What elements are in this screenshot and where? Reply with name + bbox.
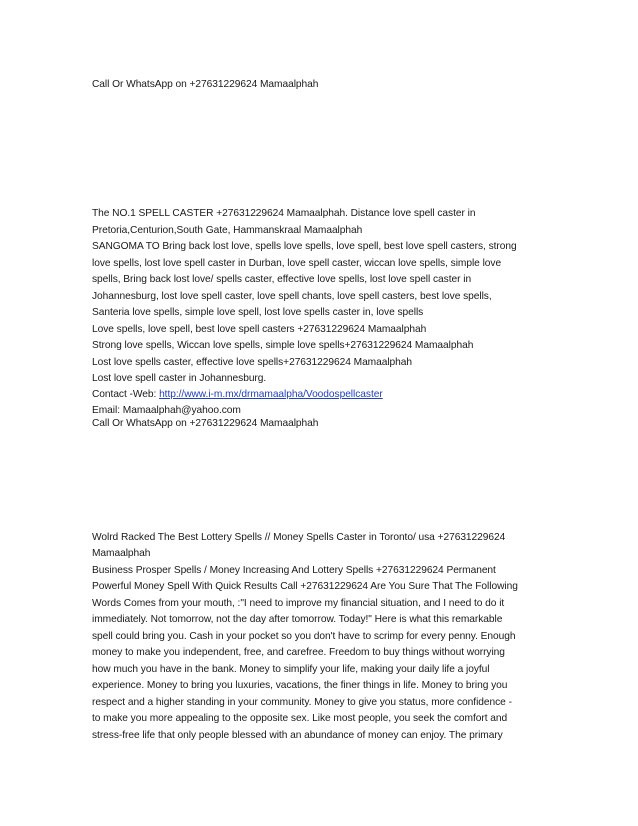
section1-line: SANGOMA TO Bring back lost love, spells love spells, love spell, best love spell casters, strong [92, 241, 517, 252]
section1-line: Johannesburg, lost love spell caster, love spell chants, love spell casters, best love spells, [92, 291, 492, 302]
section1-line: Lost love spell caster in Johannesburg. [92, 373, 267, 384]
header-call-line: Call Or WhatsApp on +27631229624 Mamaalphah [92, 79, 319, 90]
section2-line: immediately. Not tomorrow, not the day after tomorrow. Today!" Here is what this remarkable [92, 614, 503, 625]
section2-line: to make you more appealing to the opposite sex. Like most people, you seek the comfort and [92, 713, 508, 724]
section2-line: stress-free life that only people blessed with an abundance of money can enjoy. The primary [92, 730, 503, 741]
section1-line: Love spells, love spell, best love spell casters +27631229624 Mamaalphah [92, 324, 427, 335]
section2-line: Powerful Money Spell With Quick Results Call +27631229624 Are You Sure That The Following [92, 581, 518, 592]
section2-line: Words Comes from your mouth, :"I need to improve my financial situation, and I need to do it [92, 598, 505, 609]
section2-line: how much you have in the bank. Money to simplify your life, making your daily life a joyful [92, 664, 490, 675]
section1-line: Santeria love spells, simple love spell, lost love spells caster in, love spells [92, 307, 424, 318]
contact-web-label: Contact -Web: [92, 389, 160, 400]
section2-line: Wolrd Racked The Best Lottery Spells // Money Spells Caster in Toronto/ usa +27631229624 [92, 532, 506, 543]
section1-line: The NO.1 SPELL CASTER +27631229624 Mamaalphah. Distance love spell caster in [92, 208, 476, 219]
section2-line: Business Prosper Spells / Money Increasing And Lottery Spells +27631229624 Permanent [92, 565, 496, 576]
section1-line: Pretoria,Centurion,South Gate, Hammanskraal Mamaalphah [92, 225, 363, 236]
email-line: Email: Mamaalphah@yahoo.com [92, 405, 241, 416]
section1-line: love spells, lost love spell caster in Durban, love spell caster, wiccan love spells, simple love [92, 258, 502, 269]
section2-line: money to make you independent, free, and carefree. Freedom to buy things without worrying [92, 647, 505, 658]
section2-line: respect and a higher standing in your community. Money to give you status, more confidence - [92, 697, 512, 708]
contact-web-link[interactable]: http://www.i-m.mx/drmamaalpha/Voodospellcaster [159, 389, 383, 400]
contact-web-line [92, 388, 383, 402]
section2-line: Mamaalphah [92, 548, 151, 559]
section2-line: experience. Money to bring you luxuries, vacations, the finer things in life. Money to bring you [92, 680, 508, 691]
section2-line: spell could bring you. Cash in your pocket so you don't have to scrimp for every penny. Enough [92, 631, 516, 642]
section1-line: Lost love spells caster, effective love spells+27631229624 Mamaalphah [92, 357, 413, 368]
section1-call-line: Call Or WhatsApp on +27631229624 Mamaalphah [92, 418, 319, 429]
section1-line: spells, Bring back lost love/ spells caster, effective love spells, lost love spell caster in [92, 274, 472, 285]
section1-line: Strong love spells, Wiccan love spells, simple love spells+27631229624 Mamaalphah [92, 340, 474, 351]
